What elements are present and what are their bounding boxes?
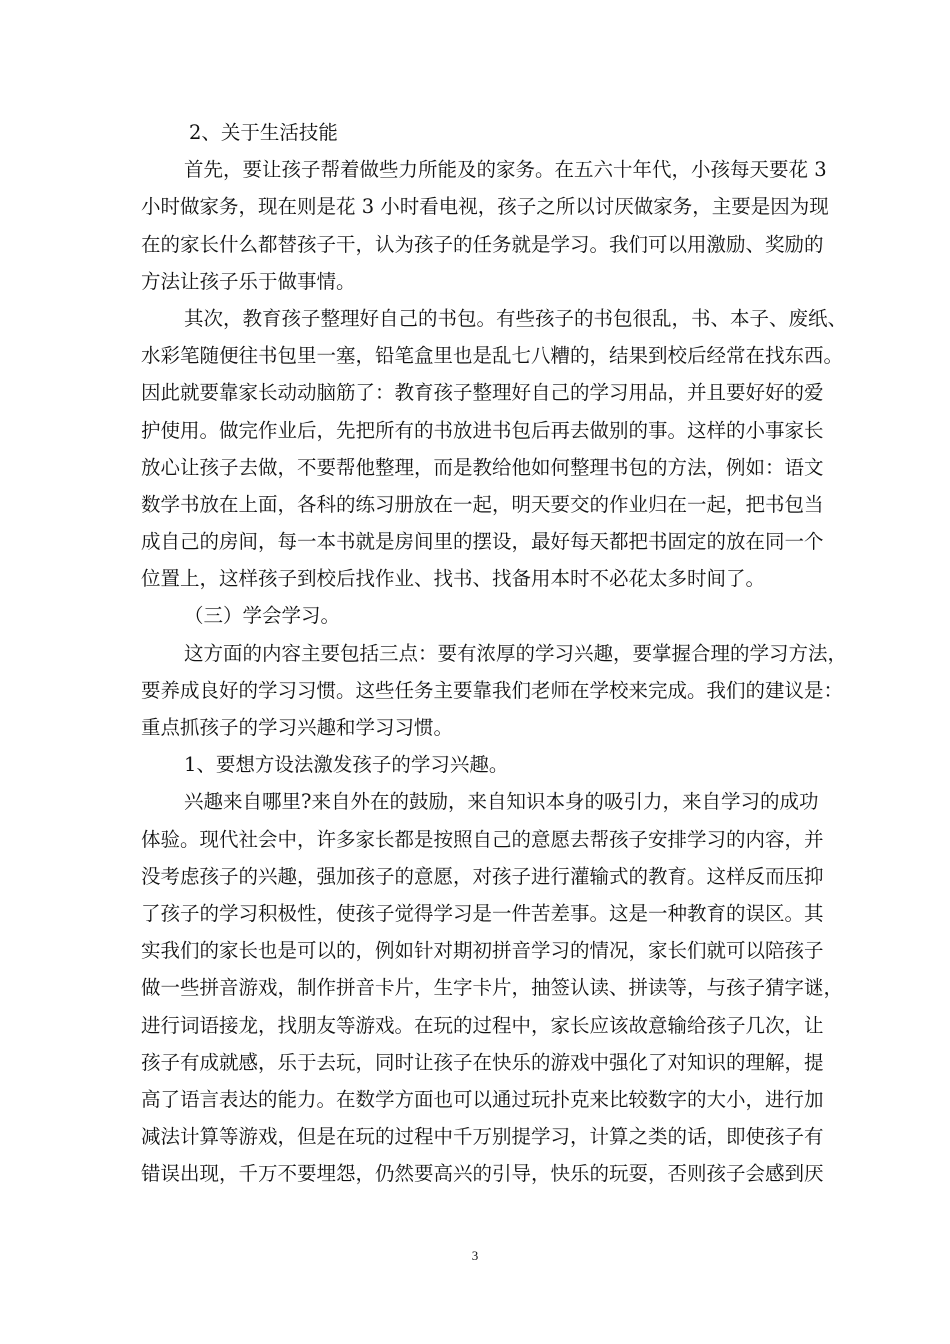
- paragraph-line: 水彩笔随便往书包里一塞，铅笔盒里也是乱七八糟的，结果到校后经常在找东西。: [141, 344, 844, 368]
- paragraph-line: 要养成良好的学习习惯。这些任务主要靠我们老师在学校来完成。我们的建议是：: [141, 678, 844, 702]
- paragraph-line: 其次，教育孩子整理好自己的书包。有些孩子的书包很乱，书、本子、废纸、: [184, 306, 848, 330]
- paragraph-line: 体验。现代社会中，许多家长都是按照自己的意愿去帮孩子安排学习的内容，并: [141, 827, 824, 851]
- paragraph-line: 重点抓孩子的学习兴趣和学习习惯。: [141, 716, 454, 739]
- paragraph-line: 方法让孩子乐于做事情。: [141, 269, 356, 293]
- page-number: 3: [471, 1248, 479, 1263]
- paragraph-line: 因此就要靠家长动动脑筋了：教育孩子整理好自己的学习用品，并且要好好的爱: [141, 381, 824, 405]
- paragraph-line: 护使用。做完作业后，先把所有的书放进书包后再去做别的事。这样的小事家长: [141, 418, 824, 442]
- paragraph-line: 在的家长什么都替孩子干，认为孩子的任务就是学习。我们可以用激励、奖励的: [141, 232, 824, 256]
- section-heading: 2、关于生活技能: [189, 121, 338, 144]
- paragraph-line: 成自己的房间，每一本书就是房间里的摆设，最好每天都把书固定的放在同一个: [141, 530, 824, 554]
- paragraph-line: 做一些拼音游戏，制作拼音卡片，生字卡片，抽签认读、拼读等，与孩子猜字谜，: [141, 976, 844, 1000]
- paragraph-line: 首先，要让孩子帮着做些力所能及的家务。在五六十年代，小孩每天要花 3: [184, 158, 827, 182]
- paragraph-line: 减法计算等游戏，但是在玩的过程中千万别提学习，计算之类的话，即使孩子有: [141, 1125, 824, 1149]
- paragraph-line: 这方面的内容主要包括三点：要有浓厚的学习兴趣，要掌握合理的学习方法，: [184, 641, 848, 665]
- paragraph-line: 数学书放在上面，各科的练习册放在一起，明天要交的作业归在一起，把书包当: [141, 492, 824, 516]
- paragraph-line: 孩子有成就感，乐于去玩，同时让孩子在快乐的游戏中强化了对知识的理解，提: [141, 1050, 824, 1074]
- paragraph-line: 高了语言表达的能力。在数学方面也可以通过玩扑克来比较数字的大小，进行加: [141, 1087, 824, 1111]
- paragraph-line: 小时做家务，现在则是花 3 小时看电视，孩子之所以讨厌做家务，主要是因为现: [141, 195, 829, 219]
- paragraph-line: 没考虑孩子的兴趣，强加孩子的意愿，对孩子进行灌输式的教育。这样反而压抑: [141, 864, 824, 888]
- paragraph-line: 错误出现，千万不要埋怨，仍然要高兴的引导，快乐的玩耍，否则孩子会感到厌: [141, 1162, 824, 1186]
- paragraph-line: 实我们的家长也是可以的，例如针对期初拼音学习的情况，家长们就可以陪孩子: [141, 939, 824, 963]
- paragraph-line: 了孩子的学习积极性，使孩子觉得学习是一件苦差事。这是一种教育的误区。其: [141, 901, 824, 925]
- paragraph-line: 兴趣来自哪里?来自外在的鼓励，来自知识本身的吸引力，来自学习的成功: [184, 790, 819, 814]
- paragraph-line: 位置上，这样孩子到校后找作业、找书、找备用本时不必花太多时间了。: [141, 567, 766, 591]
- paragraph-line: 放心让孩子去做，不要帮他整理，而是教给他如何整理书包的方法，例如：语文: [141, 455, 824, 479]
- section-heading: 1、要想方设法激发孩子的学习兴趣。: [184, 753, 509, 777]
- section-heading: （三）学会学习。: [184, 604, 341, 628]
- paragraph-line: 进行词语接龙，找朋友等游戏。在玩的过程中，家长应该故意输给孩子几次，让: [141, 1013, 824, 1037]
- document-body: [141, 114, 848, 1192]
